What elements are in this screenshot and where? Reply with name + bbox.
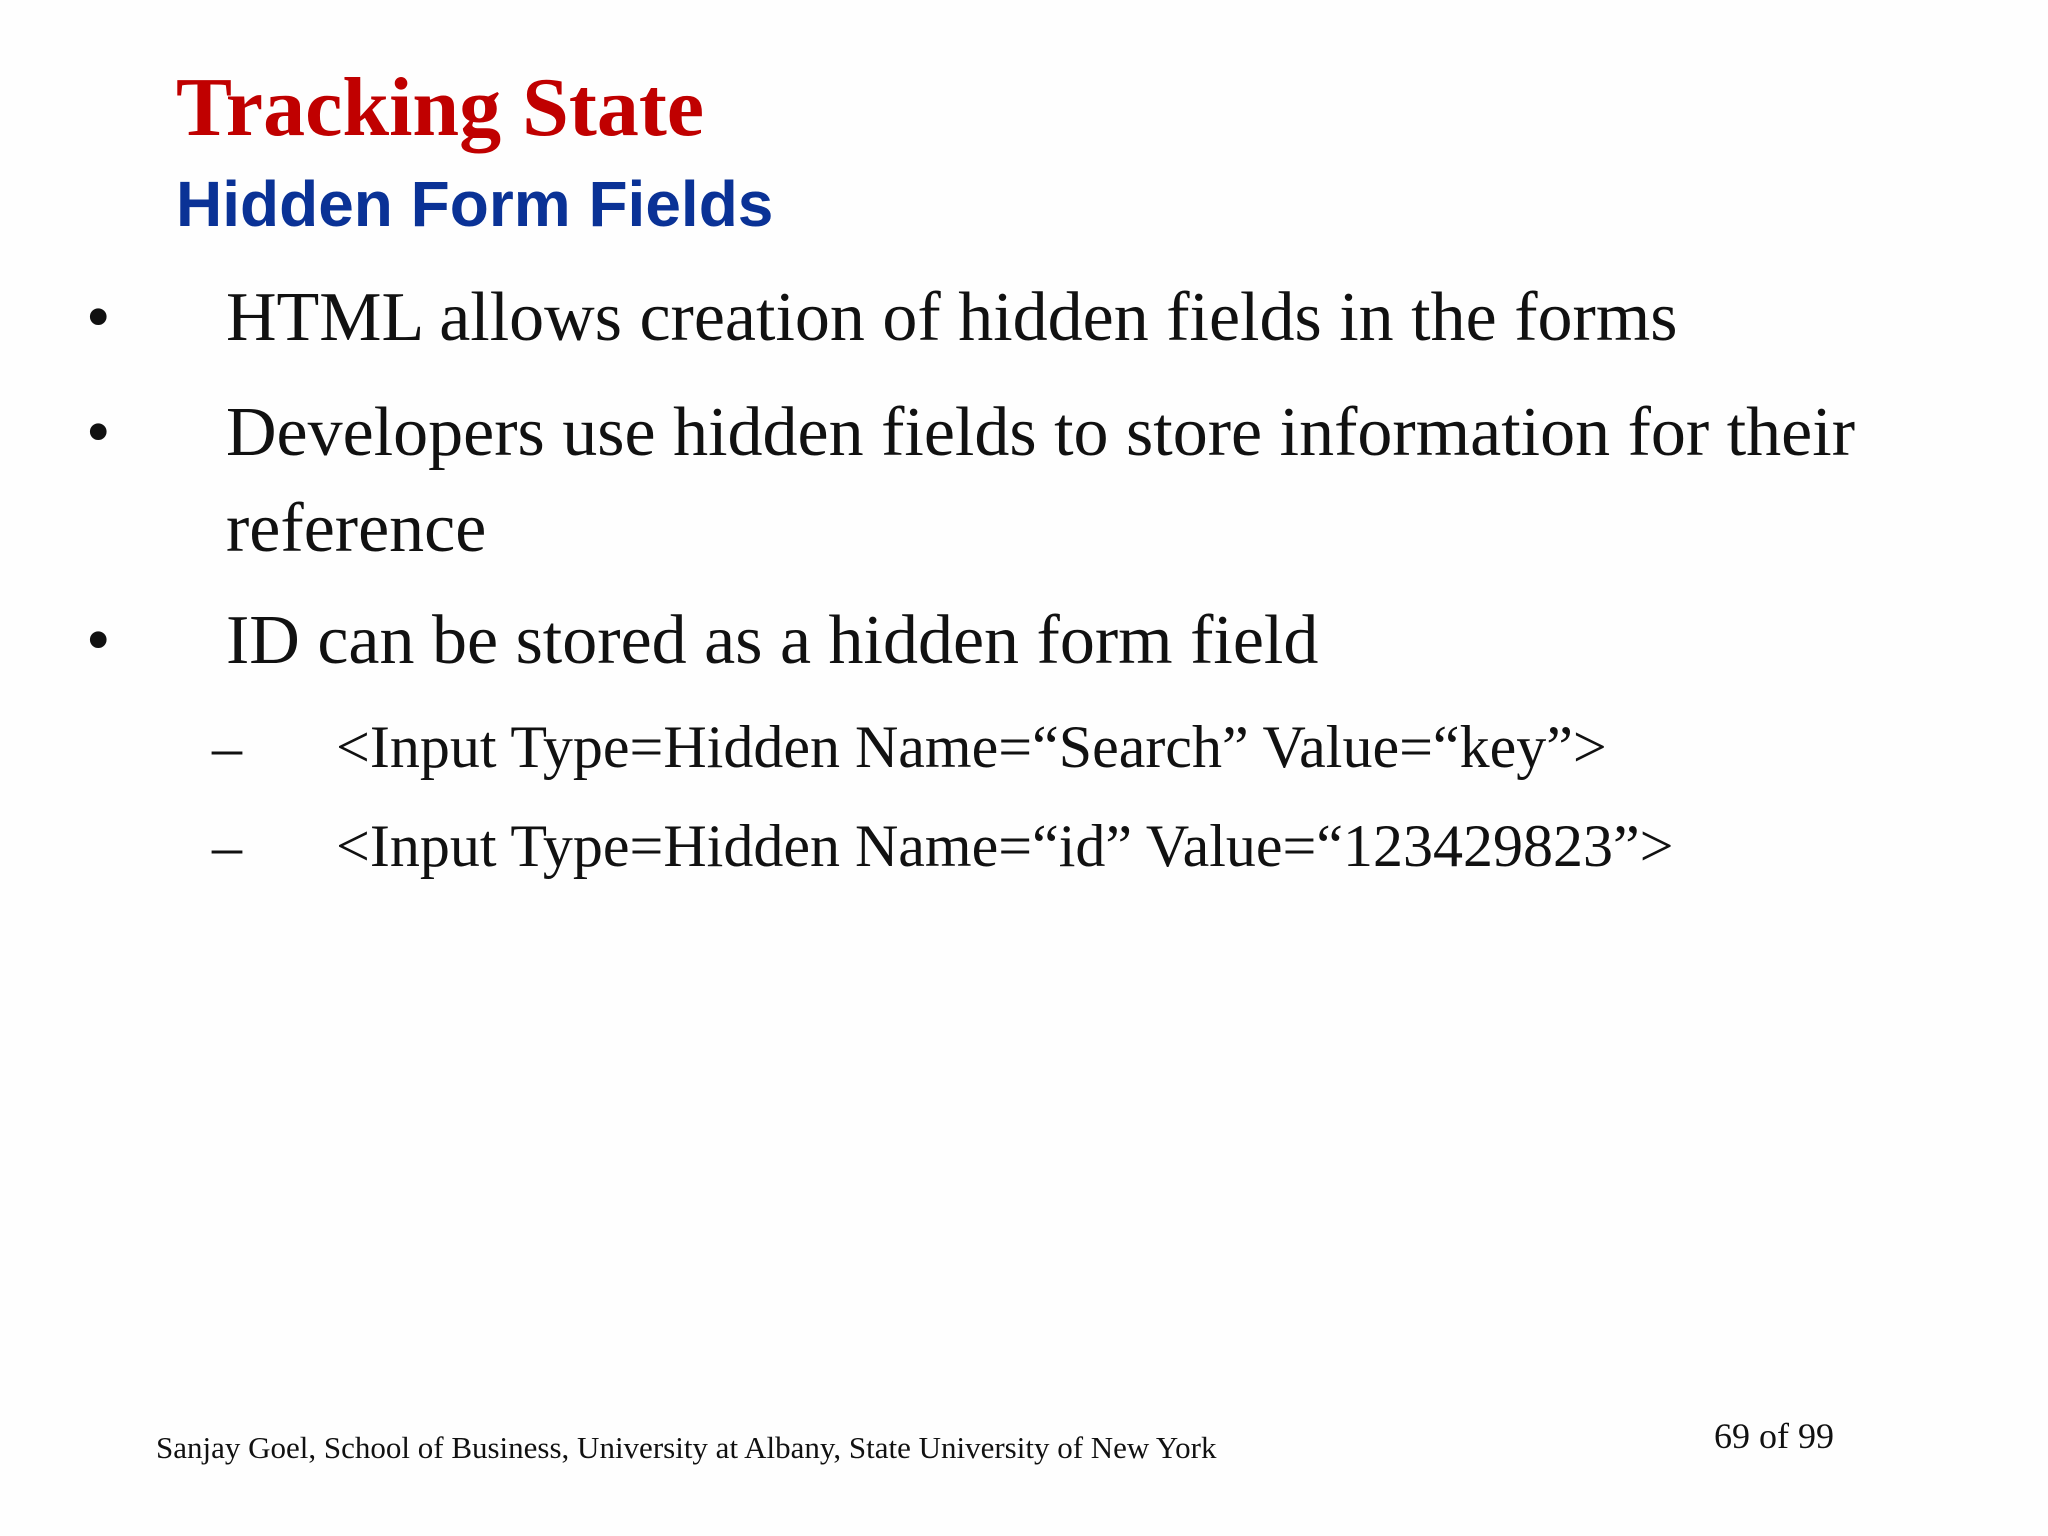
slide-title: Tracking State [176,61,705,154]
page-number: 69 of 99 [1714,1416,1834,1456]
slide-footer: Sanjay Goel, School of Business, University at Albany, State University of New York [156,1430,1217,1465]
bullet-marker: • [86,602,111,679]
bullet-text: ID can be stored as a hidden form field [226,602,1319,679]
sub-bullet-marker: – [212,714,242,780]
bullet-marker: • [86,279,111,356]
bullet-marker: • [86,394,111,471]
slide-subtitle: Hidden Form Fields [176,168,774,240]
sub-bullet-text: <Input Type=Hidden Name=“id” Value=“123429823”> [336,813,1674,879]
sub-bullet-marker: – [212,813,242,879]
sub-bullet-text: <Input Type=Hidden Name=“Search” Value=“key”> [336,714,1607,780]
bullet-text: Developers use hidden fields to store information for their reference [226,394,1856,567]
bullet-text: HTML allows creation of hidden fields in the forms [226,279,1678,356]
